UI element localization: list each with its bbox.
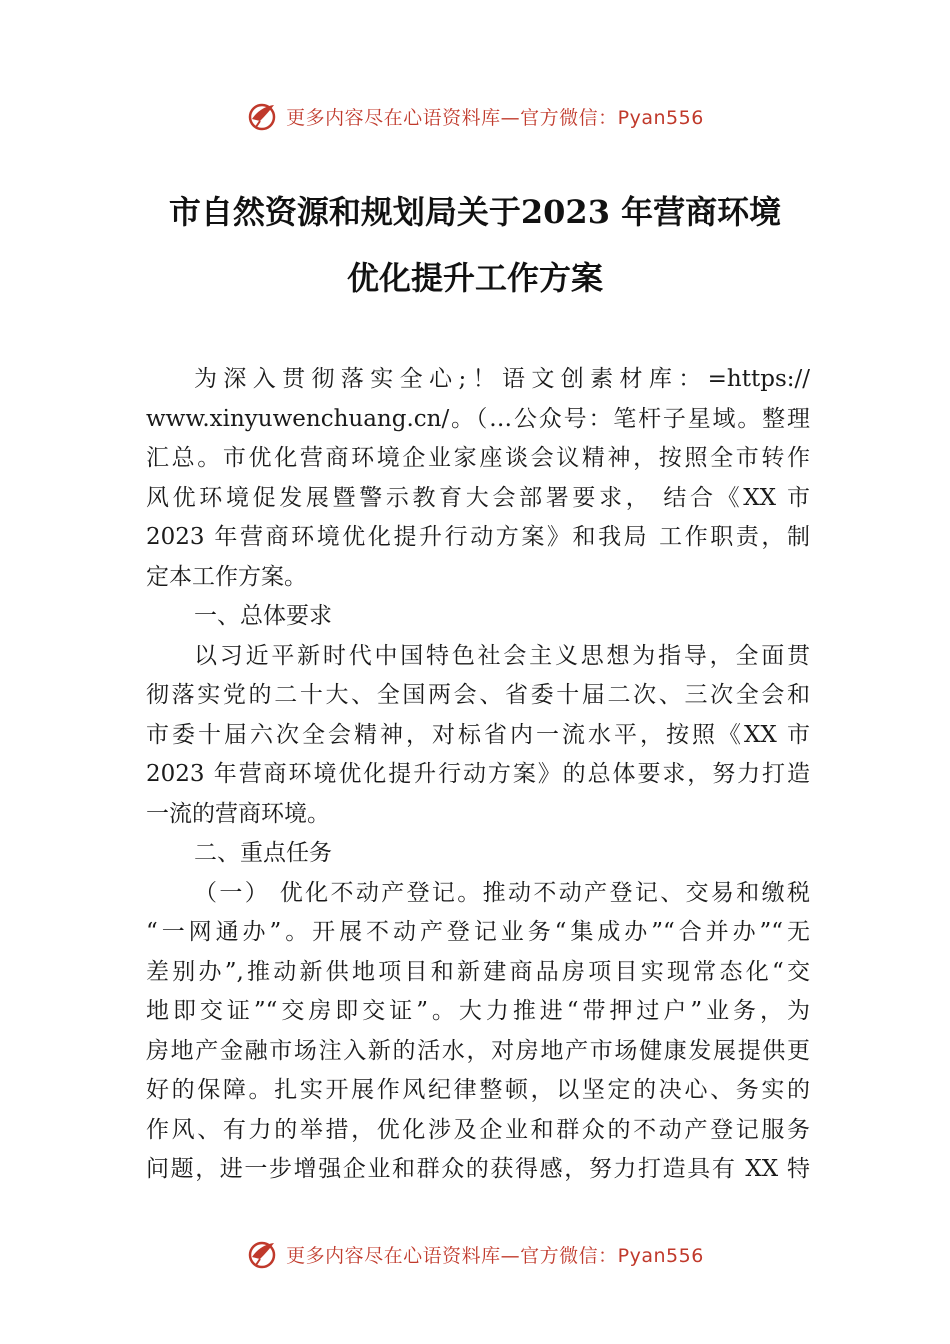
body-line: www.xinyuwenchuang.cn/。（…公众号：笔杆子星域。整理 — [146, 405, 810, 432]
body-line: 为深入贯彻落实全心;！语文创素材库：=https:// — [194, 366, 810, 392]
body-line: 作风、有力的举措，优化涉及企业和群众的不动产登记服务 — [146, 1116, 810, 1143]
body-line: 2023 年营商环境优化提升行动方案》的总体要求，努力打造 — [146, 761, 810, 787]
banner-text: 更多内容尽在心语资料库—官方微信：Pyan556 — [286, 106, 704, 129]
banner-text: 更多内容尽在心语资料库—官方微信：Pyan556 — [286, 1244, 704, 1267]
body-line: 市委十届六次全会精神，对标省内一流水平，按照《XX 市 — [146, 721, 810, 748]
body-line: 地即交证”“交房即交证”。大力推进“带押过户”业务，为 — [146, 998, 810, 1024]
document-body — [146, 360, 810, 1190]
footer-banner — [0, 1234, 950, 1274]
body-line: “一网通办”。开展不动产登记业务“集成办”“合并办”“无 — [146, 919, 810, 945]
body-line: （一） 优化不动产登记。推动不动产登记、交易和缴税 — [194, 879, 810, 906]
body-line: 定本工作方案。 — [146, 563, 307, 590]
body-line: 彻落实党的二十大、全国两会、省委十届二次、三次全会和 — [146, 682, 810, 708]
body-line: 汇总。市优化营商环境企业家座谈会议精神，按照全市转作 — [146, 445, 810, 471]
body-line: 风优环境促发展暨警示教育大会部署要求， 结合《XX 市 — [146, 484, 810, 511]
body-line: 差别办”,推动新供地项目和新建商品房项目实现常态化“交 — [146, 958, 810, 985]
section-heading-general-requirements: 一、总体要求 — [194, 603, 332, 629]
brush-logo-icon — [246, 1237, 280, 1271]
brush-logo-icon — [246, 99, 280, 133]
header-banner — [0, 96, 950, 136]
body-line: 好的保障。扎实开展作风纪律整顿，以坚定的决心、务实的 — [146, 1077, 810, 1103]
body-line: 房地产金融市场注入新的活水，对房地产市场健康发展提供更 — [146, 1037, 810, 1064]
body-line: 以习近平新时代中国特色社会主义思想为指导，全面贯 — [194, 642, 810, 669]
section-heading-key-tasks: 二、重点任务 — [194, 840, 332, 866]
document-title-line-1: 市自然资源和规划局关于2023 年营商环境 — [168, 193, 782, 231]
body-line: 一流的营商环境。 — [146, 800, 330, 827]
body-line: 问题，进一步增强企业和群众的获得感，努力打造具有 XX 特 — [146, 1156, 810, 1182]
document-title-line-2: 优化提升工作方案 — [346, 259, 603, 297]
body-line: 2023 年营商环境优化提升行动方案》和我局 工作职责，制 — [146, 524, 810, 550]
